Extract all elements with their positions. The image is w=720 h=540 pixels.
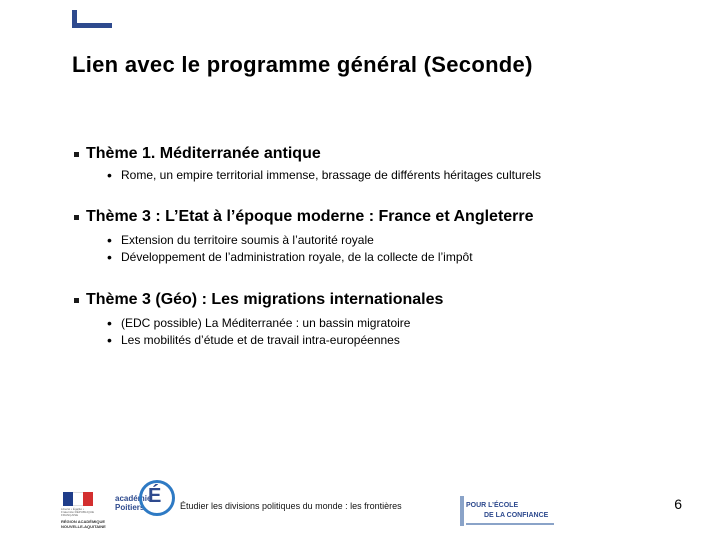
academie-e-emblem-icon: É [139,474,177,516]
section-heading: Thème 3 : L’Etat à l’époque moderne : France et Angleterre [86,208,534,225]
corner-bracket-mark [72,10,112,28]
marianne-flag-icon [63,492,93,506]
list-item: • Développement de l’administration royale, de la collecte de l’impôt [107,249,473,265]
section-theme-1 [72,145,541,184]
bullet-list [106,167,541,184]
ecole-confiance-logo: POUR L’ÉCOLE DE LA CONFIANCE [460,494,555,530]
bullet-dot-icon: • [107,167,112,183]
slide-title: Lien avec le programme général (Seconde) [72,52,533,77]
list-item: • Les mobilités d’étude et de travail intra-européennes [107,332,400,348]
page-number: 6 [674,496,682,512]
bullet-list [106,315,443,349]
square-bullet-icon [74,152,79,157]
academie-name: académie Poitiers [115,494,152,512]
bullet-dot-icon: • [107,249,112,265]
section-heading: Thème 1. Méditerranée antique [86,145,321,162]
section-theme-3-geo [72,291,443,349]
square-bullet-icon [74,298,79,303]
region-academique-label: RÉGION ACADÉMIQUE NOUVELLE-AQUITAINE [61,519,106,529]
bullet-dot-icon: • [107,332,112,348]
footer-subject-text: Étudier les divisions politiques du monde : les frontières [180,501,402,511]
bullet-dot-icon: • [107,232,112,248]
section-theme-3 [72,208,534,266]
academie-poitiers-logo [55,474,175,534]
square-bullet-icon [74,215,79,220]
list-item: • Rome, un empire territorial immense, brassage de différents héritages culturels [107,167,541,183]
list-item: • (EDC possible) La Méditerranée : un bassin migratoire [107,315,411,331]
bullet-list [106,232,534,266]
section-heading: Thème 3 (Géo) : Les migrations internationales [86,291,444,308]
bullet-dot-icon: • [107,315,112,331]
list-item: • Extension du territoire soumis à l’autorité royale [107,232,374,248]
marianne-caption: Liberté • Égalité • Fraternité RÉPUBLIQUE FRANÇAISE [61,507,95,517]
